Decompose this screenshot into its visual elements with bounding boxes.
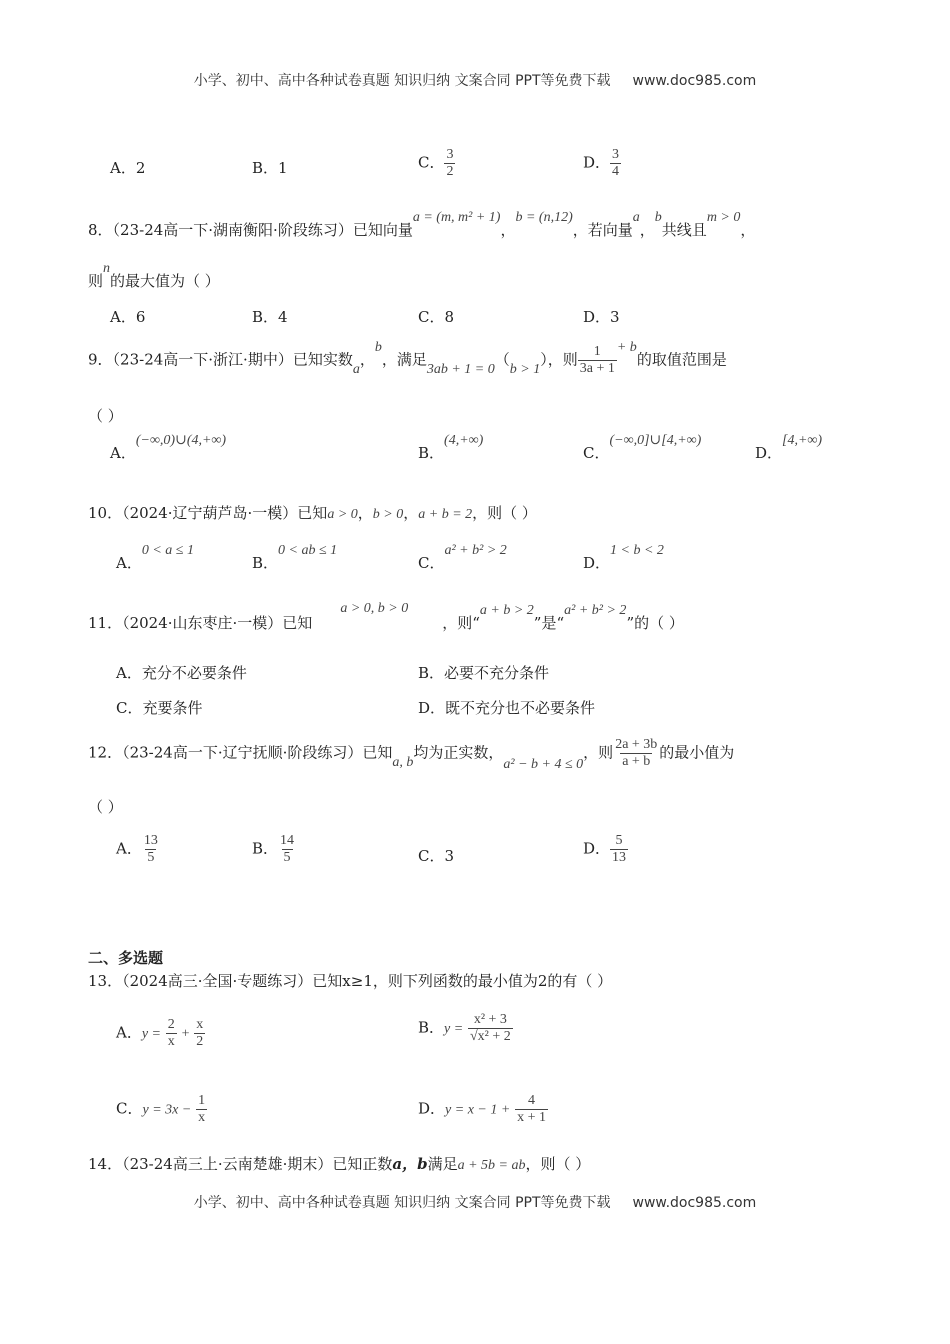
q7-option-b: B．1	[252, 159, 288, 177]
q10-option-a: A．0 < a ≤ 1	[116, 543, 194, 572]
header-text: 小学、初中、高中各种试卷真题 知识归纳 文案合同 PPT等免费下载	[193, 73, 611, 89]
q12-option-b: B． $\frac{14}{5}$	[252, 833, 295, 865]
q11-p: a + b > 2	[479, 603, 534, 618]
q9-option-c: C．(−∞,0]∪[4,+∞)	[583, 433, 702, 462]
footer-text: 小学、初中、高中各种试卷真题 知识归纳 文案合同 PPT等免费下载	[193, 1195, 611, 1211]
q13-option-c: C．y = 3x − $\frac{1}{x}$	[116, 1093, 206, 1125]
q12-condition: a² − b + 4 ≤ 0	[503, 756, 584, 772]
q13-option-b: B．y = $\frac{\text{x² + 3}}{\text{√x² + 2}}$	[418, 1012, 511, 1044]
q11-stem: 11．（2024·山东枣庄·一模）已知a > 0, b > 0，则“a + b > 2”是“a² + b² > 2”的（ ）	[88, 601, 684, 632]
q9-option-b: B．(4,+∞)	[418, 433, 484, 462]
q11-option-d: D．既不充分也不必要条件	[418, 699, 596, 717]
q11-option-c: C．充要条件	[116, 699, 203, 717]
q8-option-d: D．3	[583, 308, 620, 326]
q12-stem: 12．（23-24高一下·辽宁抚顺·阶段练习）已知a, b均为正实数，a² − b + 4 ≤ 0，则 $\frac{2a + 3b}{a + b}$ 的最小值为	[88, 737, 735, 772]
header-url[interactable]: www.doc985.com	[632, 73, 757, 89]
q9-condition: b > 1	[509, 361, 541, 377]
q8-option-c: C．8	[418, 308, 455, 326]
q8-vector-a: a = (m, m² + 1)	[412, 210, 501, 225]
q10-option-b: B．0 < ab ≤ 1	[252, 543, 338, 572]
q12-paren: （ ）	[88, 798, 123, 816]
q13-option-a: A．y = $\frac{2}{x}$ + $\frac{x}{2}$	[116, 1017, 204, 1049]
q9-stem: 9．（23-24高一下·浙江·期中）已知实数a，b，满足3ab + 1 = 0（b > 1），则 $\frac{1}{3a + 1}$ + b的取值范围是	[88, 339, 727, 377]
q14-prefix: 14．（23-24高三上·云南楚雄·期末）已知正数	[88, 1155, 393, 1173]
q7-d-label: D．	[583, 153, 611, 172]
q11-option-b: B．必要不充分条件	[418, 664, 550, 682]
q12-fraction: $\frac{2a + 3b}{a + b}$	[615, 737, 658, 769]
q7-c-label: C．	[418, 153, 445, 172]
q12-option-c: C．3	[418, 847, 455, 865]
footer-url[interactable]: www.doc985.com	[632, 1195, 757, 1211]
q8-condition: m > 0	[706, 210, 741, 225]
q10-stem: 10．（2024·辽宁葫芦岛·一模）已知a > 0，b > 0，a + b = 2，则（ ）	[88, 504, 537, 522]
q9-option-d: D．[4,+∞)	[755, 433, 823, 462]
q13-option-d: D．y = x − 1 + $\frac{4}{x + 1}$	[418, 1093, 546, 1125]
q7-option-a: A．2	[110, 159, 146, 177]
q14-equation: a + 5b = ab	[457, 1158, 526, 1173]
q9-prefix: 9．（23-24高一下·浙江·期中）已知实数	[88, 350, 353, 369]
q7-option-d	[583, 147, 621, 180]
q13-stem: 13．（2024高三·全国·专题练习）已知x≥1，则下列函数的最小值为2的有（ ）	[88, 972, 613, 990]
q7-option-c	[418, 147, 455, 180]
q12-option-a: A． $\frac{13}{5}$	[116, 833, 158, 865]
section-multi-choice-title: 二、多选题	[88, 949, 164, 967]
q9-paren: （ ）	[88, 407, 123, 425]
page-footer	[0, 1192, 950, 1212]
page-header	[0, 70, 950, 90]
q9-option-a: A．(−∞,0)∪(4,+∞)	[110, 433, 227, 462]
q10-option-d: D．1 < b < 2	[583, 543, 664, 572]
q9-fraction: $\frac{1}{3a + 1}$	[579, 344, 615, 376]
q10-prefix: 10．（2024·辽宁葫芦岛·一模）已知	[88, 504, 328, 522]
q12-option-d: D． $\frac{5}{13}$	[583, 833, 627, 865]
q8-stem: 8．（23-24高一下·湖南衡阳·阶段练习）已知向量a = (m, m² + 1)，b = (n,12)，若向量a，b共线且m > 0，	[88, 210, 756, 239]
q7-d-fraction: $\frac{3}{4}$	[612, 147, 620, 179]
q7-c-fraction: $\frac{3}{2}$	[446, 147, 454, 179]
q11-option-a: A．充分不必要条件	[116, 664, 247, 682]
q8-vector-b: b = (n,12)	[515, 210, 573, 225]
q8-option-a: A．6	[110, 308, 146, 326]
q14-stem: 14．（23-24高三上·云南楚雄·期末）已知正数a，b满足a + 5b = ab，则（ ）	[88, 1155, 591, 1173]
q8-prefix: 8．（23-24高一下·湖南衡阳·阶段练习）已知向量	[88, 221, 413, 239]
q11-q: a² + b² > 2	[564, 603, 627, 618]
q10-option-c: C．a² + b² > 2	[418, 543, 507, 572]
q12-prefix: 12．（23-24高一下·辽宁抚顺·阶段练习）已知	[88, 743, 393, 762]
q9-equation: 3ab + 1 = 0	[426, 361, 495, 377]
q8-option-b: B．4	[252, 308, 288, 326]
q11-prefix: 11．（2024·山东枣庄·一模）已知	[88, 614, 313, 632]
q11-condition: a > 0, b > 0	[340, 601, 409, 616]
q8-stem-line2: 则n的最大值为（ ）	[88, 261, 220, 290]
